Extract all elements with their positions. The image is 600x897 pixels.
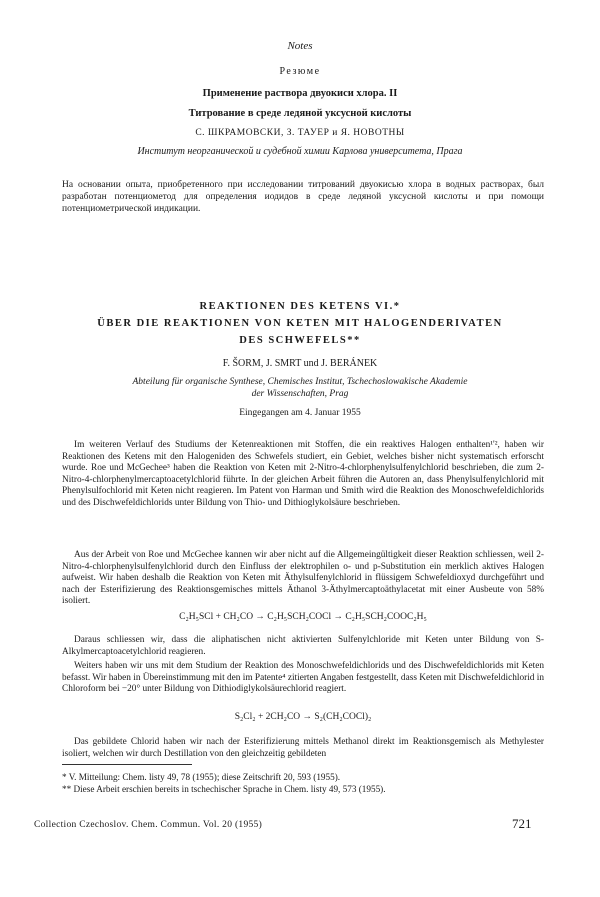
summary-title-line2: Титрование в среде ледяной уксусной кислоты (188, 108, 412, 119)
footnote-2: ** Diese Arbeit erschien bereits in tschechischer Sprache in Chem. listy 49, 573 (1955). (62, 784, 386, 794)
page-number: 721 (512, 816, 532, 831)
body-paragraph-4: Weiters haben wir uns mit dem Studium der Reaktion des Monoschwefeldichlorids und des Dischwefeldichlorids mit Keten befasst. Wir haben in Übereinstimmung mit den im Patente⁴ zitierten Angaben festgestellt, dass Keten mit Dischwefeldichlorid in Chloroform bei −20° unter Bildung von Dithiodiglykolsäurechlorid reagiert. (62, 661, 544, 695)
journal-citation: Collection Czechoslov. Chem. Commun. Vol. 20 (1955) (34, 820, 263, 830)
summary-title-line1: Применение раствора двуокиси хлора. II (202, 88, 398, 99)
summary-heading: Резюме (279, 66, 321, 77)
article-institute-line2: der Wissenschaften, Prag (251, 389, 349, 399)
equation-2: S₂Cl₂ + 2CH₂CO → S₂(CH₂COCl)₂ (234, 712, 372, 722)
summary-authors: С. ШКРАМОВСКИ, З. ТАУЕР и Я. НОВОТНЫ (195, 128, 405, 138)
footnote-1: * V. Mitteilung: Chem. listy 49, 78 (1955); diese Zeitschrift 20, 593 (1955). (62, 772, 341, 782)
received-date: Eingegangen am 4. Januar 1955 (239, 408, 361, 418)
article-title-line2: ÜBER DIE REAKTIONEN VON KETEN MIT HALOGENDERIVATEN (97, 318, 503, 329)
article-authors: F. ŠORM, J. SMRT und J. BERÁNEK (222, 358, 378, 369)
article-institute-line1: Abteilung für organische Synthese, Chemisches Institut, Tschechoslowakische Akademie (132, 377, 468, 387)
section-header: Notes (287, 40, 313, 52)
article-title-line3: DES SCHWEFELS** (239, 335, 361, 346)
body-paragraph-2: Aus der Arbeit von Roe und McGechee kannen wir aber nicht auf die Allgemeingültigkeit dieser Reaktion schliessen, weil 2-Nitro-4-chlorphenylsulfenylchlorid durch den Einfluss der elektrophilen o- und p-Substitution ein merklich aktives Halogen aufweist. Wir haben deshalb die Reaktion von Keten mit Äthylsulfenylchlorid in flüssigem Schwefeldioxyd durchgeführt und nach der Esterifizierung des Reaktionsgemisches mittels Äthanol 3-Äthylmercaptoäthylacetat mit einer Ausbeute von 58% isoliert. (62, 550, 544, 607)
summary-abstract: На основании опыта, приобретенного при исследовании титрований двуокисью хлора в водных растворах, был разработан потенциометод для определения иодидов в среде ледяной уксусной кислоты и при помощи потенциометрической индикации. (62, 180, 544, 214)
summary-institute: Институт неорганической и судебной химии Карлова университета, Прага (137, 146, 463, 157)
body-paragraph-3: Daraus schliessen wir, dass die aliphatischen nicht aktivierten Sulfenylchloride mit Keten unter Bildung von S-Alkylmercaptoacetylchlorid reagieren. (62, 635, 544, 657)
equation-1: C₂H₅SCl + CH₂CO → C₂H₅SCH₂COCl → C₂H₅SCH₂COOC₂H₅ (179, 612, 427, 622)
body-paragraph-1: Im weiteren Verlauf des Studiums der Ketenreaktionen mit Stoffen, die ein reaktives Halogen enthalten¹'², haben wir Reaktionen des Ketens mit den Halogeniden des Schwefels studiert, ein Gebiet, welches bisher nicht systematisch erforscht wurde. Roe und McGechee³ haben die Reaktion von Keten mit 2-Nitro-4-chlorphenylsulfenylchlorid beschrieben, die zum 2-Nitro-4-chlorphenylmercaptoacetylchlorid führte. In der gleichen Arbeit führen die Autoren an, dass Phenylsulfenylchlorid mit Phenylsulfochlorid mit Keten nicht reagieren. Im Patent von Harman und Smith wird die Reaktion des Monoschwefeldichlorids und des Dischwefeldichlorids unter Bildung von Thio- und Dithioglykolsäure beschrieben. (62, 440, 544, 508)
article-title-line1: REAKTIONEN DES KETENS VI.* (199, 301, 401, 312)
body-paragraph-5: Das gebildete Chlorid haben wir nach der Esterifizierung mittels Methanol direkt im Reaktionsgemisch als Methylester isoliert, welchen wir durch Destillation von den gleichzeitig gebildeten (62, 737, 544, 759)
footnote-divider (62, 764, 192, 765)
